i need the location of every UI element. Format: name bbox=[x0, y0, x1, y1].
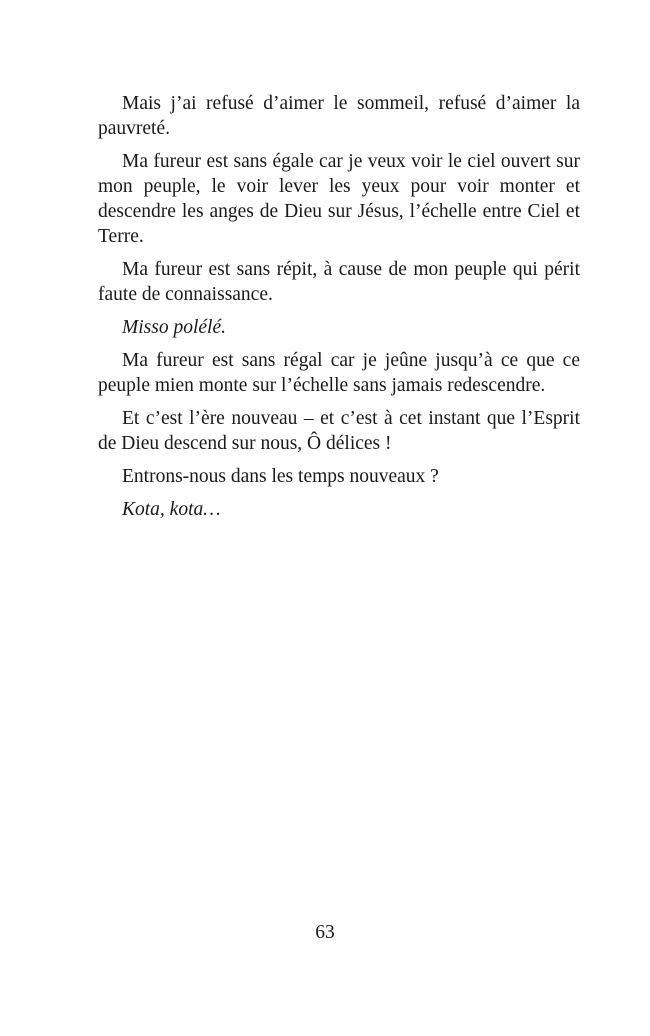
paragraph-6: Et c’est l’ère nouveau – et c’est à cet instant que l’Esprit de Dieu descend sur nous, Ô délices ! bbox=[98, 408, 580, 454]
page-number: 63 bbox=[315, 922, 335, 943]
paragraph-2: Ma fureur est sans égale car je veux voir le ciel ouvert sur mon peuple, le voir lever les yeux pour voir monter et descendre les anges de Dieu sur Jésus, l’échelle entre Ciel et Terre. bbox=[98, 151, 580, 247]
paragraph-1: Mais j’ai refusé d’aimer le sommeil, refusé d’aimer la pauvreté. bbox=[98, 93, 580, 139]
paragraph-3: Ma fureur est sans répit, à cause de mon peuple qui périt faute de connaissance. bbox=[98, 259, 580, 305]
paragraph-8: Kota, kota… bbox=[122, 499, 221, 520]
paragraph-4: Misso polélé. bbox=[122, 317, 226, 338]
paragraph-7: Entrons-nous dans les temps nouveaux ? bbox=[122, 466, 439, 487]
paragraph-5: Ma fureur est sans régal car je jeûne jusqu’à ce que ce peuple mien monte sur l’échelle sans jamais redescendre. bbox=[98, 350, 580, 396]
body-text bbox=[98, 91, 580, 530]
